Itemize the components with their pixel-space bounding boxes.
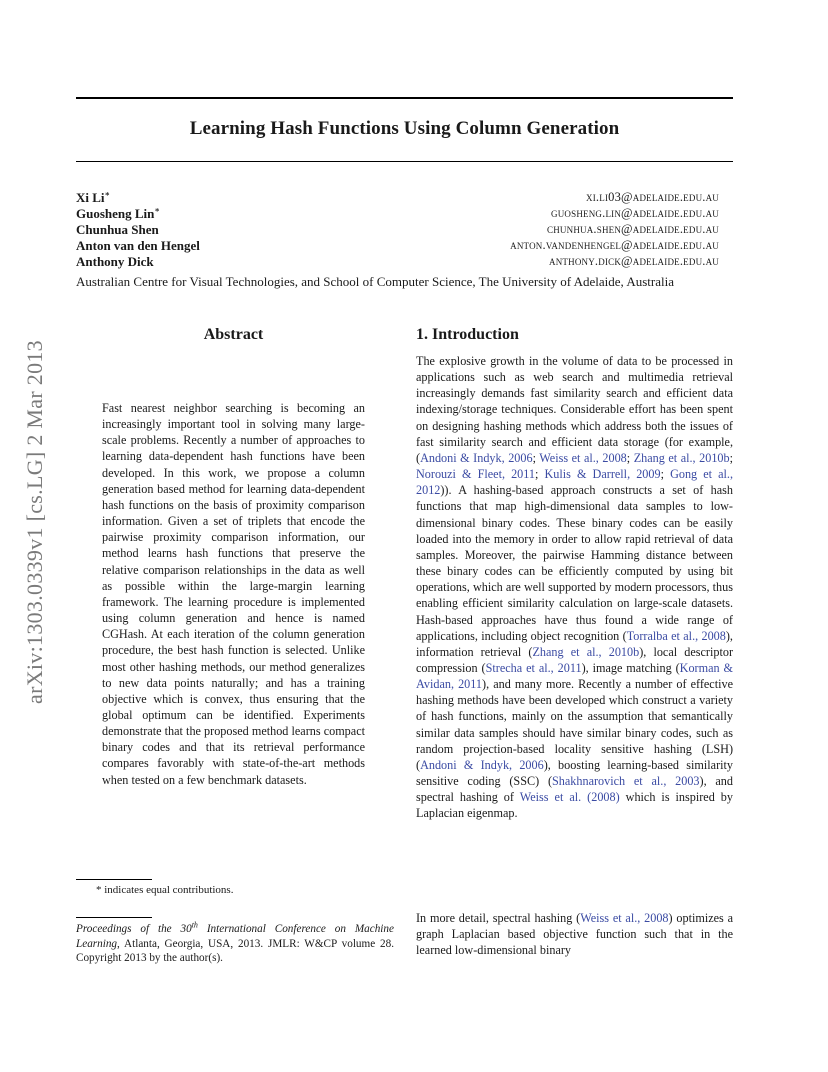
citation-link[interactable]: Shakhnarovich et al., 2003	[552, 774, 700, 789]
citation-link[interactable]: Kulis & Darrell, 2009	[544, 467, 661, 482]
abstract-text: Fast nearest neighbor searching is becoming an increasingly important tool in solving many large-scale problems. Recently a number of approaches to learning data-dependent hash functions have been developed. In this work, we propose a column generation based method for learning data-dependent hash functions on the basis of proximity comparison information. Given a set of triplets that encode the pairwise proximity comparison information, our method learns hash functions that preserve the relative comparison relationships in the data as well as possible within the large-margin learning framework. The learning procedure is implemented using column generation and hence is named CGHash. At each iteration of the column generation procedure, the best hash function is selected. Unlike most other hashing methods, our method generalizes to new data points naturally; and has a training objective which is convex, thus ensuring that the global optimum can be identified. Experiments demonstrate that the proposed method learns compact binary codes and that its retrieval performance compares favorably with state-of-the-art methods when tested on a few benchmark datasets.	[102, 401, 365, 787]
footnote-rule	[76, 879, 152, 880]
citation-link[interactable]: Zhang et al., 2010b	[633, 450, 730, 465]
body-text: ), image matching (	[581, 660, 680, 675]
author-name: Xi Li∗	[76, 189, 111, 205]
body-text: )). A hashing-based approach constructs a set of hash functions that map high-dimensional data samples to low-dimensional binary codes. These binary codes can be easily loaded into the memory in order to allow rapid retrieval of data samples. Moreover, the pairwise Hamming distance between these binary codes can be efficiently computed by using bit operations, which are well supported by modern processors, thus enabling efficient similarity calculation on large-scale datasets. Hash-based approaches have thus found a wide range of applications, including object recognition (	[416, 483, 733, 643]
author-email[interactable]: guosheng.lin@adelaide.edu.au	[551, 206, 719, 220]
author-row	[76, 206, 719, 222]
citation-link[interactable]: Gong et al., 2012	[416, 467, 733, 498]
introduction-paragraph-2	[416, 910, 733, 958]
body-text: ;	[729, 450, 733, 465]
author-row	[76, 238, 719, 254]
citation-link[interactable]: Andoni & Indyk, 2006	[420, 757, 544, 772]
author-email[interactable]: anton.vandenhengel@adelaide.edu.au	[510, 238, 719, 252]
title-rule-bottom	[76, 161, 733, 162]
author-email[interactable]: anthony.dick@adelaide.edu.au	[549, 254, 719, 268]
affiliation: Australian Centre for Visual Technologies, and School of Computer Science, The University of Adelaide, Australia	[76, 274, 674, 289]
author-name: Anton van den Hengel	[76, 238, 200, 253]
author-email[interactable]: xi.li03@adelaide.edu.au	[586, 190, 719, 204]
citation-link[interactable]: Torralba et al., 2008	[626, 628, 726, 643]
body-text: ), and many more. Recently a number of effective hashing methods have been developed which construct a variety of hash functions, mainly on the assumption that semantically similar data samples should have similar binary codes, such as random projection-based locality sensitive hashing (LSH) (	[416, 677, 733, 772]
author-name: Anthony Dick	[76, 254, 154, 269]
author-name: Guosheng Lin∗	[76, 205, 160, 221]
body-text: ), information retrieval (	[416, 628, 733, 659]
body-text: ) optimizes a graph Laplacian based objective function such that in the learned low-dimensional binary	[416, 911, 733, 958]
body-text: ;	[626, 450, 634, 465]
body-text: In more detail, spectral hashing (	[416, 911, 581, 925]
body-text: ), boosting learning-based similarity sensitive coding (SSC) (	[416, 757, 733, 789]
arxiv-stamp-text: arXiv:1303.0339v1 [cs.LG] 2 Mar 2013	[22, 340, 47, 704]
author-row	[76, 222, 719, 238]
citation-link[interactable]: Strecha et al., 2011	[485, 660, 582, 675]
body-text: ), local descriptor compression (	[416, 644, 734, 675]
author-row	[76, 254, 719, 270]
citation-link[interactable]: Weiss et al., 2008	[580, 911, 669, 925]
footnote: * indicates equal contributions.	[96, 884, 234, 896]
author-email[interactable]: chunhua.shen@adelaide.edu.au	[547, 222, 719, 236]
body-text: The explosive growth in the volume of data to be processed in applications such as web search and multimedia retrieval increasingly demands fast similarity search and efficient data indexing/storage techniques. Considerable effort has been spent on designing hashing methods which address both the issues of fast similarity search and efficient data storage (for example, (	[416, 354, 733, 465]
citation-link[interactable]: Weiss et al. (2008)	[519, 790, 620, 805]
citation-link[interactable]: Norouzi & Fleet, 2011	[416, 467, 536, 482]
proceedings-note: Proceedings of the 30th International Conference on Machine Learning, Atlanta, Georgia, USA, 2013. JMLR: W&CP volume 28. Copyright 2013 by the author(s).	[76, 920, 394, 964]
proceedings-rule	[76, 917, 152, 918]
abstract-heading: Abstract	[203, 326, 264, 343]
author-name: Chunhua Shen	[76, 222, 159, 237]
body-text: which is inspired by Laplacian eigenmap.	[416, 790, 733, 821]
arxiv-stamp	[20, 297, 50, 747]
citation-link[interactable]: Zhang et al., 2010b	[532, 644, 640, 659]
body-text: ;	[535, 467, 545, 482]
citation-link[interactable]: Weiss et al., 2008	[539, 450, 627, 465]
body-text: ;	[660, 467, 671, 482]
title-rule-top	[76, 97, 733, 99]
introduction-paragraph-1	[416, 353, 733, 822]
author-row	[76, 190, 719, 206]
body-text: ), and spectral hashing of	[416, 774, 733, 805]
body-text: ;	[532, 450, 540, 465]
paper-title: Learning Hash Functions Using Column Generation	[189, 118, 620, 139]
introduction-heading: 1. Introduction	[416, 326, 519, 343]
citation-link[interactable]: Korman & Avidan, 2011	[416, 660, 734, 692]
citation-link[interactable]: Andoni & Indyk, 2006	[420, 450, 533, 465]
